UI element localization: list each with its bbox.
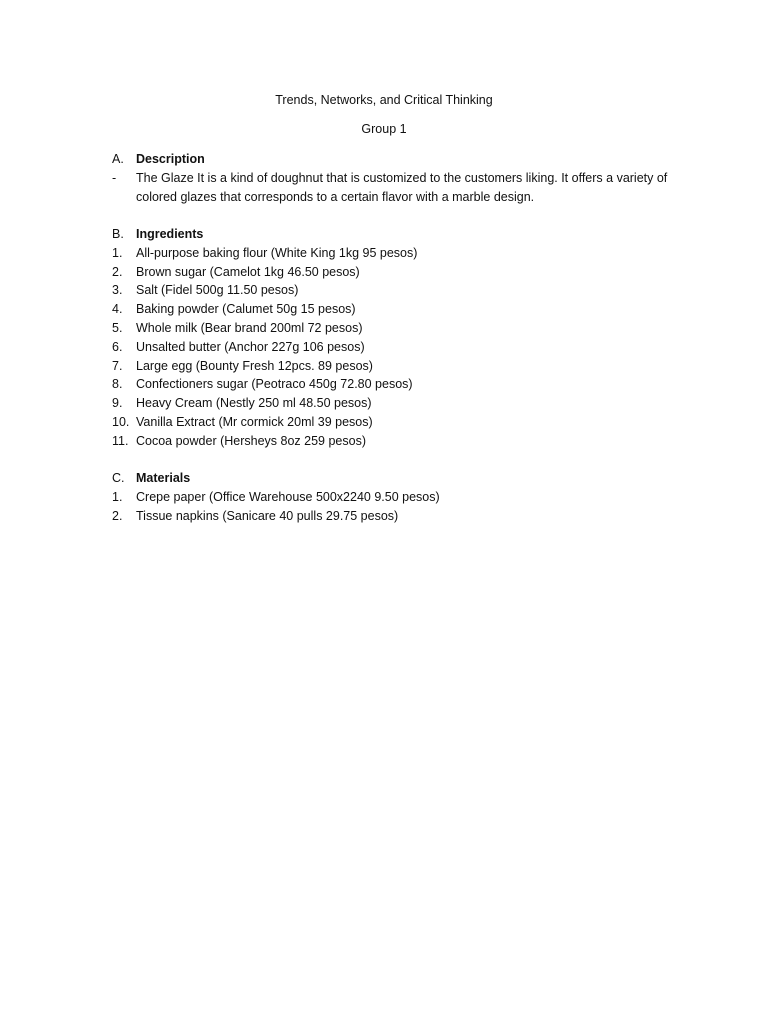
document-title: Trends, Networks, and Critical Thinking [275, 93, 493, 107]
item-text: Large egg (Bounty Fresh 12pcs. 89 pesos) [136, 358, 373, 373]
item-text: Salt (Fidel 500g 11.50 pesos) [136, 283, 299, 298]
description-text: The Glaze It is a kind of doughnut that is customized to the customers liking. It offers a variety of colored glazes that corresponds to a certain flavor with a marble design. [136, 170, 668, 204]
item-text: Crepe paper (Office Warehouse 500x2240 9.50 pesos) [136, 489, 440, 504]
item-number: 4. [112, 302, 123, 317]
description-section [112, 150, 692, 206]
item-number: 2. [112, 264, 123, 279]
item-text: Baking powder (Calumet 50g 15 pesos) [136, 302, 356, 317]
section-letter: C. [112, 471, 125, 485]
description-paragraph [112, 169, 692, 207]
item-number: 1. [112, 245, 123, 260]
section-letter: B. [112, 227, 124, 241]
list-item [112, 338, 692, 357]
item-number: 5. [112, 320, 123, 335]
section-letter: A. [112, 152, 124, 166]
list-item [112, 357, 692, 376]
section-heading-text: Ingredients [136, 227, 204, 241]
item-text: Whole milk (Bear brand 200ml 72 pesos) [136, 320, 363, 335]
list-item [112, 319, 692, 338]
item-text: All-purpose baking flour (White King 1kg 95 pesos) [136, 245, 418, 260]
materials-heading [112, 469, 692, 488]
item-number: 1. [112, 489, 123, 504]
item-text: Heavy Cream (Nestly 250 ml 48.50 pesos) [136, 396, 372, 411]
group-label: Group 1 [361, 122, 407, 136]
item-text: Vanilla Extract (Mr cormick 20ml 39 pesos) [136, 414, 373, 429]
item-number: 8. [112, 377, 123, 392]
section-heading-text: Materials [136, 471, 191, 485]
item-text: Tissue napkins (Sanicare 40 pulls 29.75 pesos) [136, 508, 399, 523]
item-number: 3. [112, 283, 123, 298]
list-item [112, 244, 692, 263]
item-number: 2. [112, 508, 123, 523]
list-item [112, 300, 692, 319]
item-number: 11. [112, 433, 129, 448]
item-text: Unsalted butter (Anchor 227g 106 pesos) [136, 339, 365, 354]
section-heading-text: Description [136, 152, 205, 166]
list-item [112, 432, 692, 451]
ingredients-list [112, 244, 692, 451]
item-text: Confectioners sugar (Peotraco 450g 72.80 pesos) [136, 377, 413, 392]
item-number: 10. [112, 414, 130, 429]
ingredients-heading [112, 225, 692, 244]
list-item [112, 281, 692, 300]
list-item [112, 413, 692, 432]
item-text: Brown sugar (Camelot 1kg 46.50 pesos) [136, 264, 360, 279]
list-item [112, 488, 692, 507]
description-heading [112, 150, 692, 169]
materials-section [112, 469, 692, 525]
ingredients-section [112, 225, 692, 451]
item-number: 9. [112, 396, 123, 411]
item-number: 6. [112, 339, 123, 354]
item-text: Cocoa powder (Hersheys 8oz 259 pesos) [136, 433, 366, 448]
item-number: 7. [112, 358, 123, 373]
list-item [112, 394, 692, 413]
list-item [112, 375, 692, 394]
list-item [112, 507, 692, 526]
list-item [112, 263, 692, 282]
bullet-dash: - [112, 170, 117, 185]
materials-list [112, 488, 692, 526]
